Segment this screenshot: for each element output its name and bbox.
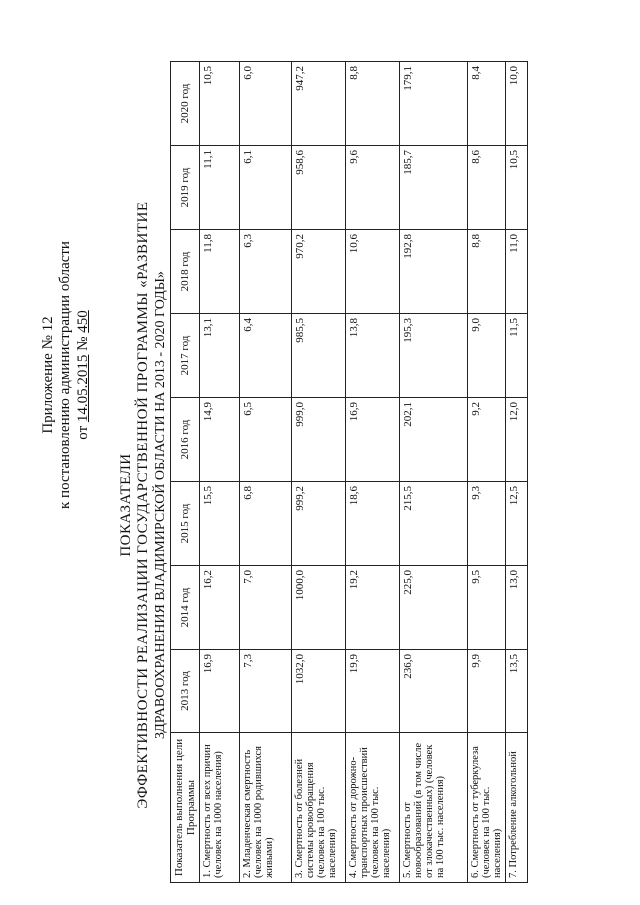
value-cell: 6,8: [240, 482, 292, 566]
indicator-label: 1. Смертность от всех причин (человек на 1000 населения): [200, 733, 240, 883]
value-cell: 1032,0: [292, 650, 346, 733]
value-cell: 11,1: [200, 146, 240, 230]
value-cell: 9,0: [468, 314, 506, 398]
value-cell: 185,7: [400, 146, 468, 230]
value-cell: 985,5: [292, 314, 346, 398]
value-cell: 13,5: [506, 650, 528, 733]
value-cell: 202,1: [400, 398, 468, 482]
value-cell: 6,4: [240, 314, 292, 398]
indicator-label: 4. Смертность от дорожно-транспортных происшествий (человек на 100 тыс. населения): [346, 733, 400, 883]
value-cell: 10,6: [346, 230, 400, 314]
value-cell: 6,5: [240, 398, 292, 482]
date-prefix: от: [74, 425, 91, 440]
decree-number: 450: [74, 310, 91, 333]
value-cell: 179,1: [400, 62, 468, 146]
value-cell: 13,0: [506, 566, 528, 650]
value-cell: 6,0: [240, 62, 292, 146]
value-cell: 16,2: [200, 566, 240, 650]
header-cell: Показатель выполнения цели Программы: [171, 733, 200, 883]
value-cell: 16,9: [200, 650, 240, 733]
value-cell: 215,5: [400, 482, 468, 566]
table-row: [400, 62, 468, 883]
value-cell: 13,1: [200, 314, 240, 398]
value-cell: 947,2: [292, 62, 346, 146]
value-cell: 236,0: [400, 650, 468, 733]
value-cell: 9,2: [468, 398, 506, 482]
value-cell: 19,9: [346, 650, 400, 733]
header-cell: 2019 год: [171, 146, 200, 230]
value-cell: 6,3: [240, 230, 292, 314]
value-cell: 9,9: [468, 650, 506, 733]
decree-reference: к постановлению администрации области: [57, 241, 74, 509]
value-cell: 18,6: [346, 482, 400, 566]
table-row: [346, 62, 400, 883]
value-cell: 999,2: [292, 482, 346, 566]
table-row: [200, 62, 240, 883]
indicator-label: 7. Потребление алкогольной: [506, 733, 528, 883]
value-cell: 999,0: [292, 398, 346, 482]
value-cell: 10,5: [506, 146, 528, 230]
appendix-header: [40, 95, 92, 655]
value-cell: 8,4: [468, 62, 506, 146]
header-cell: 2016 год: [171, 398, 200, 482]
value-cell: 10,5: [200, 62, 240, 146]
value-cell: 192,8: [400, 230, 468, 314]
value-cell: 14,9: [200, 398, 240, 482]
value-cell: 9,5: [468, 566, 506, 650]
value-cell: 11,0: [506, 230, 528, 314]
indicator-label: 6. Смертность от туберкулеза (человек на 100 тыс. населения): [468, 733, 506, 883]
header-cell: 2020 год: [171, 62, 200, 146]
value-cell: 9,3: [468, 482, 506, 566]
header-cell: 2014 год: [171, 566, 200, 650]
value-cell: 16,9: [346, 398, 400, 482]
title-line-1: ПОКАЗАТЕЛИ: [118, 453, 134, 557]
table-row: [506, 62, 528, 883]
value-cell: 970,2: [292, 230, 346, 314]
appendix-number: Приложение № 12: [40, 316, 56, 434]
table-body: [200, 62, 528, 883]
title-line-3: ЗДРАВООХРАНЕНИЯ ВЛАДИМИРСКОЙ ОБЛАСТИ НА 2013 - 2020 ГОДЫ»: [152, 271, 168, 739]
number-prefix: №: [74, 336, 91, 351]
value-cell: 9,6: [346, 146, 400, 230]
value-cell: 12,0: [506, 398, 528, 482]
indicator-label: 3. Смертность от болезней системы кровообращения (человек на 100 тыс. населения): [292, 733, 346, 883]
value-cell: 7,3: [240, 650, 292, 733]
header-cell: 2013 год: [171, 650, 200, 733]
value-cell: 10,0: [506, 62, 528, 146]
value-cell: 11,8: [200, 230, 240, 314]
value-cell: 225,0: [400, 566, 468, 650]
document-title: [118, 185, 169, 825]
value-cell: 13,8: [346, 314, 400, 398]
value-cell: 1000,0: [292, 566, 346, 650]
value-cell: 6,1: [240, 146, 292, 230]
header-cell: 2018 год: [171, 230, 200, 314]
indicators-table: [170, 61, 528, 883]
value-cell: 8,6: [468, 146, 506, 230]
indicator-label: 5. Смертность от новообразований (в том числе от злокачественных) (человек на 100 тыс. населения): [400, 733, 468, 883]
table-header-row: [171, 62, 200, 883]
value-cell: 11,5: [506, 314, 528, 398]
value-cell: 8,8: [346, 62, 400, 146]
table-row: [240, 62, 292, 883]
table-row: [292, 62, 346, 883]
decree-date: 14.05.2015: [74, 354, 91, 423]
indicator-label: 2. Младенческая смертность (человек на 1000 родившихся живыми): [240, 733, 292, 883]
value-cell: 958,6: [292, 146, 346, 230]
value-cell: 12,5: [506, 482, 528, 566]
value-cell: 195,3: [400, 314, 468, 398]
title-line-2: ЭФФЕКТИВНОСТИ РЕАЛИЗАЦИИ ГОСУДАРСТВЕННОЙ ПРОГРАММЫ «РАЗВИТИЕ: [135, 201, 152, 809]
table-row: [468, 62, 506, 883]
value-cell: 19,2: [346, 566, 400, 650]
decree-date-line: [75, 95, 92, 655]
header-cell: 2015 год: [171, 482, 200, 566]
value-cell: 15,5: [200, 482, 240, 566]
header-cell: 2017 год: [171, 314, 200, 398]
value-cell: 7,0: [240, 566, 292, 650]
value-cell: 8,8: [468, 230, 506, 314]
